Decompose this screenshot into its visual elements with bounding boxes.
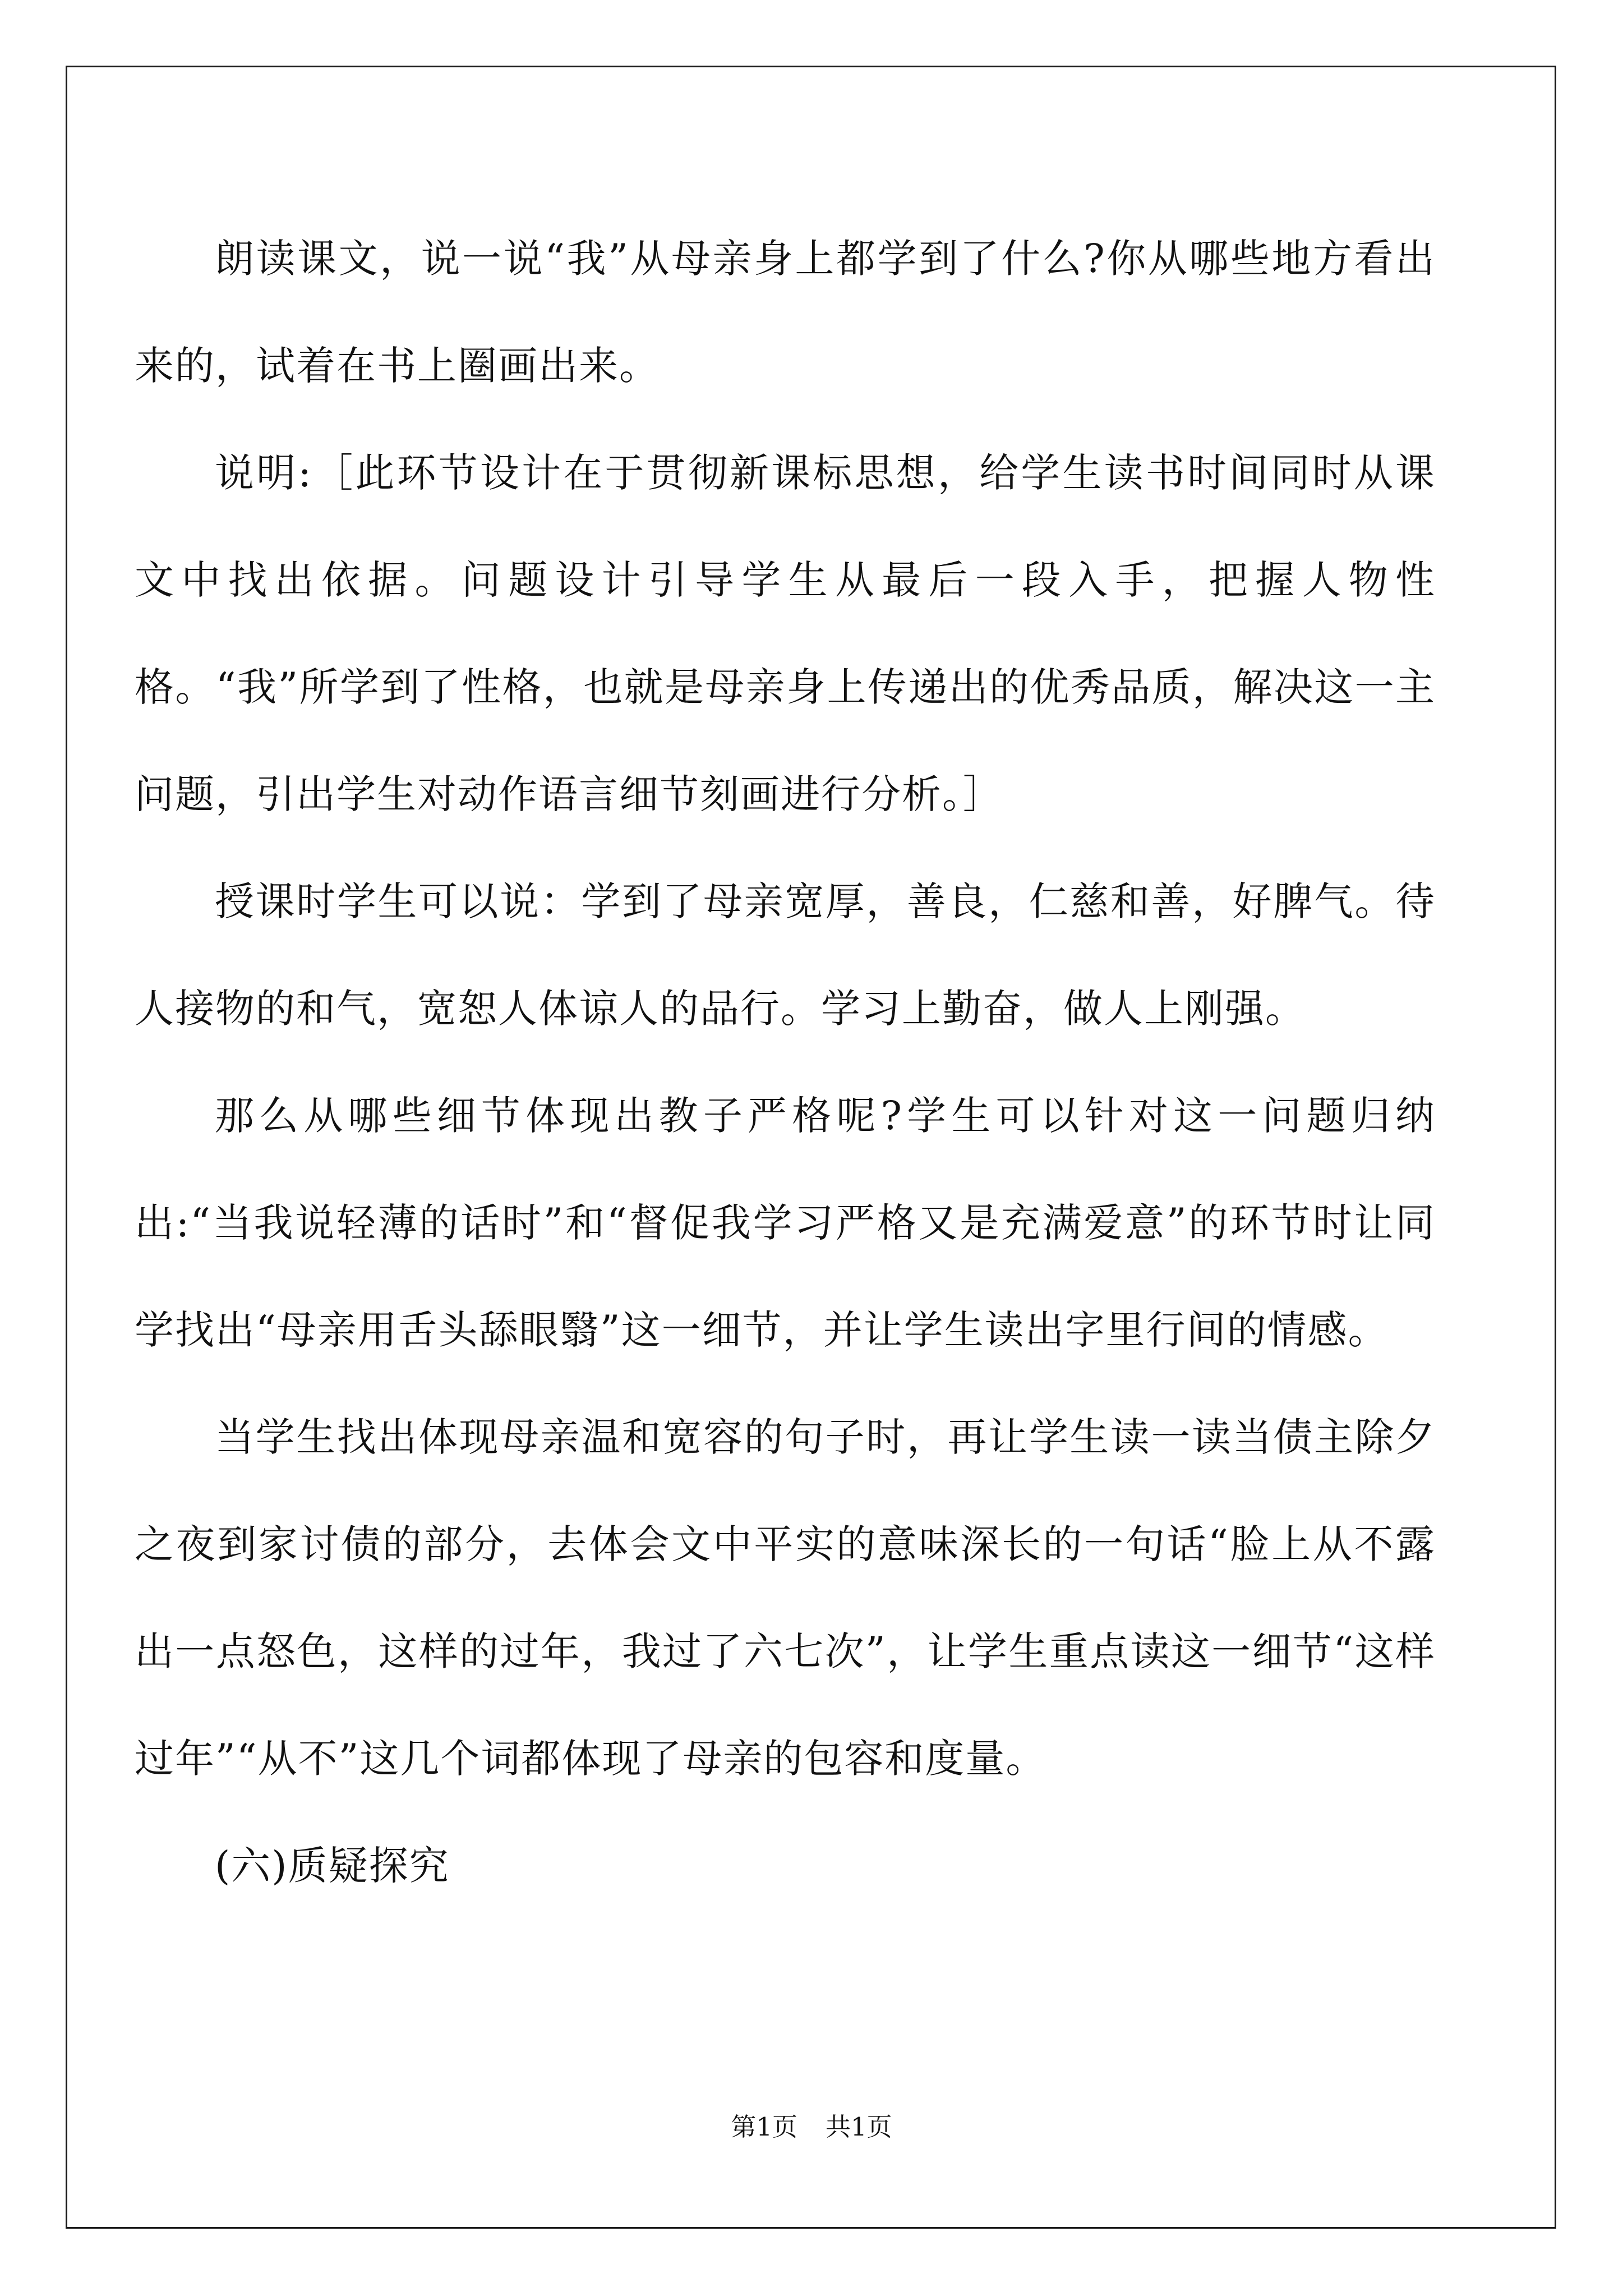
- page-total: 共1页: [826, 2112, 892, 2142]
- paragraph-tolerance-details: 当学生找出体现母亲温和宽容的句子时，再让学生读一读当债主除夕之夜到家讨债的部分，去体会文中平实的意味深长的一句话“脸上从不露出一点怒色，这样的过年，我过了六七次”，让学生重点读这一细节“这样过年”“从不”这几个词都体现了母亲的包容和度量。: [135, 1414, 1436, 1782]
- paragraph-student-answers: 授课时学生可以说：学到了母亲宽厚，善良，仁慈和善，好脾气。待人接物的和气，宽恕人体谅人的品行。学习上勤奋，做人上刚强。: [135, 878, 1436, 1032]
- section-heading-inquiry: (六)质疑探究: [215, 1843, 450, 1889]
- page-number: 第1页: [731, 2112, 797, 2142]
- page-footer: [0, 2110, 1623, 2144]
- paragraph-reading-task: 朗读课文，说一说“我”从母亲身上都学到了什么?你从哪些地方看出来的，试着在书上圈画出来。: [135, 236, 1436, 389]
- paragraph-strict-details: 那么从哪些细节体现出教子严格呢?学生可以针对这一问题归纳出:“当我说轻薄的话时”和“督促我学习严格又是充满爱意”的环节时让同学找出“母亲用舌头舔眼翳”这一细节，并让学生读出字里行间的情感。: [135, 1093, 1436, 1353]
- document-body: [135, 205, 1436, 1920]
- paragraph-explanation: 说明:［此环节设计在于贯彻新课标思想，给学生读书时间同时从课文中找出依据。问题设计引导学生从最后一段入手，把握人物性格。“我”所学到了性格，也就是母亲身上传递出的优秀品质，解决这一主问题，引出学生对动作语言细节刻画进行分析。］: [135, 450, 1436, 817]
